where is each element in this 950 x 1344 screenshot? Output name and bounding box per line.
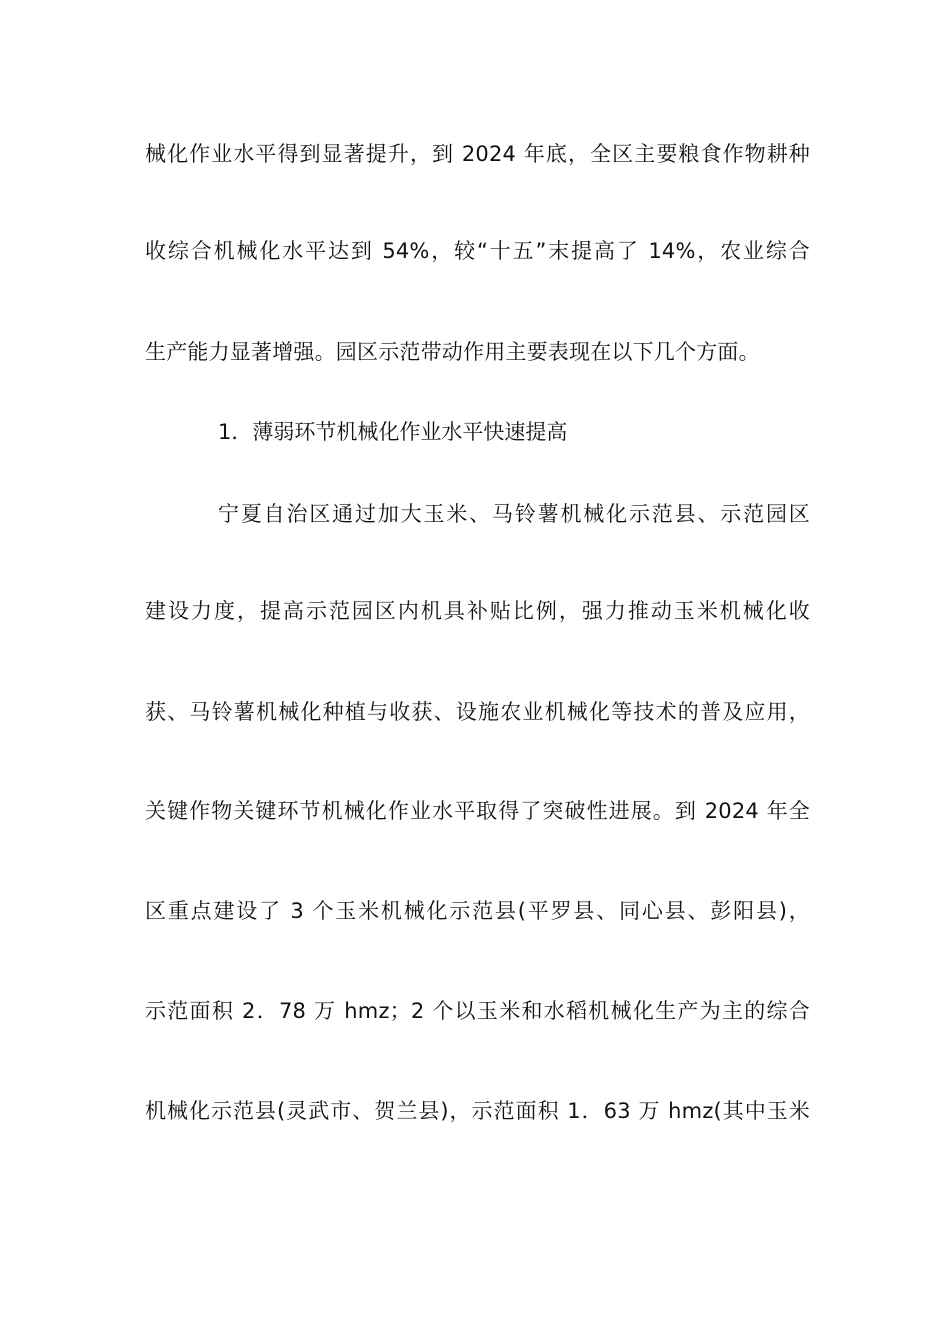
paragraph-2-line-6: 示范面积 2．78 万 hmz；2 个以玉米和水稻机械化生产为主的综合 — [145, 999, 810, 1023]
paragraph-1-line-1: 械化作业水平得到显著提升，到 2024 年底，全区主要粮食作物耕种 — [145, 142, 810, 166]
section-heading-1: 1．薄弱环节机械化作业水平快速提高 — [218, 420, 568, 444]
paragraph-2-line-5: 区重点建设了 3 个玉米机械化示范县(平罗县、同心县、彭阳县)， — [145, 899, 810, 923]
paragraph-2-line-2: 建设力度，提高示范园区内机具补贴比例，强力推动玉米机械化收 — [145, 599, 810, 623]
paragraph-1-line-3: 生产能力显著增强。园区示范带动作用主要表现在以下几个方面。 — [145, 340, 760, 364]
paragraph-2-line-7: 机械化示范县(灵武市、贺兰县)，示范面积 1．63 万 hmz(其中玉米 — [145, 1099, 810, 1123]
paragraph-2-line-3: 获、马铃薯机械化种植与收获、设施农业机械化等技术的普及应用， — [145, 700, 810, 724]
paragraph-2-line-4: 关键作物关键环节机械化作业水平取得了突破性进展。到 2024 年全 — [145, 799, 810, 823]
paragraph-2-line-1: 宁夏自治区通过加大玉米、马铃薯机械化示范县、示范园区 — [218, 502, 810, 526]
paragraph-1-line-2: 收综合机械化水平达到 54%，较“十五”末提高了 14%，农业综合 — [145, 239, 810, 263]
